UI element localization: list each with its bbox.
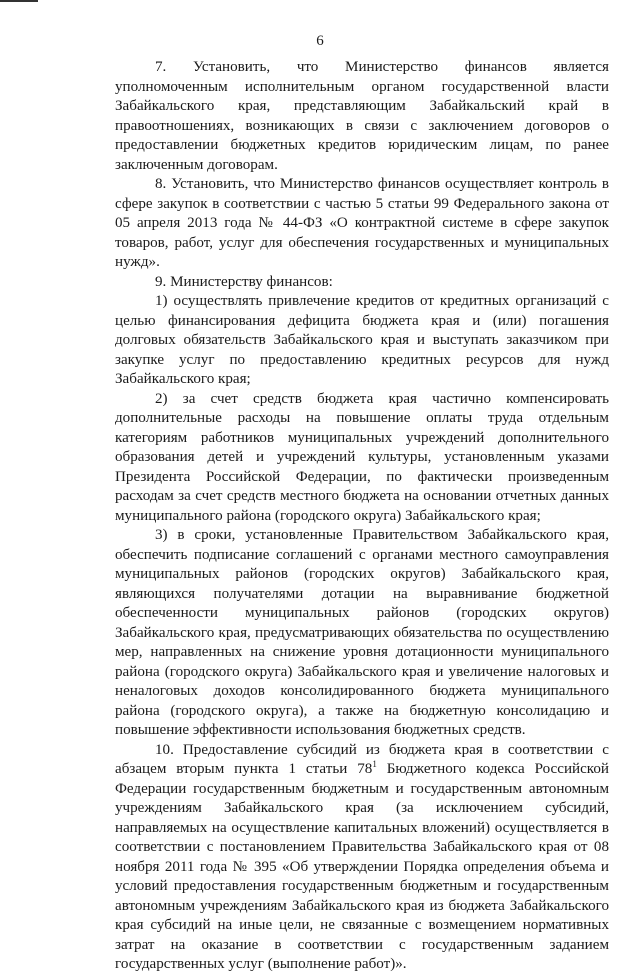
page-number: 6 bbox=[316, 33, 324, 49]
document-body bbox=[115, 58, 609, 975]
paragraph-9-1: 1) осуществлять привлечение кредитов от кредитных организаций с целью финансирования дефицита бюджета края и (или) погашения долговых обязательств Забайкальского края и выступать заказчиком при закупке услуг по предоставлению кредитных ресурсов для нужд Забайкальского края; bbox=[115, 293, 609, 387]
paragraph-9: 9. Министерству финансов: bbox=[155, 273, 333, 290]
paragraph-10-part2: Бюджетного кодекса Российской Федерации государственным бюджетным и государственным автономным учреждениям Забайкальского края (за исключением субсидий, направляемых на осуществление капитальных вложений) осуществляется в соответствии с постановлением Правительства Забайкальского края от 08 ноября 2011 года № 395 «Об утверждении Порядка определения объема и условий предоставления государственным бюджетным и государственным автономным учреждениям Забайкальского края из бюджета Забайкальского края субсидий на иные цели, не связанные с возмещением нормативных затрат на оказание в соответствии с государственным заданием государственных услуг (выполнение работ)». bbox=[115, 761, 609, 972]
paragraph-7: 7. Установить, что Министерство финансов является уполномоченным исполнительным органом государственной власти Забайкальского края, представляющим Забайкальский край в правоотношениях, возникающих в связи с заключением договоров о предоставлении бюджетных кредитов юридическим лицам, по ранее заключенным договорам. bbox=[115, 59, 609, 173]
article-superscript: 1 bbox=[372, 758, 377, 769]
paragraph-9-2: 2) за счет средств бюджета края частично компенсировать дополнительные расходы на повышение оплаты труда отдельным категориям работников муниципальных учреждений дополнительного образования детей и учреждений культуры, установленным указами Президента Российской Федерации, по фактически произведенным расходам за счет средств местного бюджета на основании отчетных данных муниципального района (городского округа) Забайкальского края; bbox=[115, 390, 609, 524]
paragraph-10 bbox=[115, 741, 609, 975]
paragraph-10-part1: 10. Предоставление субсидий из бюджета края в соответствии с абзацем вторым пункта 1 статьи 78 bbox=[115, 741, 609, 777]
paragraph-9-3: 3) в сроки, установленные Правительством Забайкальского края, обеспечить подписание соглашений с органами местного самоуправления муниципальных районов (городских округов) Забайкальского края, являющихся получателями дотации на выравнивание бюджетной обеспеченности муниципальных районов (городских округов) Забайкальского края, предусматривающих обязательства по осуществлению мер, направленных на снижение уровня дотационности муниципального района (городского округа) Забайкальского края и увеличение налоговых и неналоговых доходов консолидированного бюджета муниципального района (городского округа), а также на бюджетную консолидацию и повышение эффективности использования бюджетных средств. bbox=[115, 527, 609, 738]
paragraph-8: 8. Установить, что Министерство финансов осуществляет контроль в сфере закупок в соответствии с частью 5 статьи 99 Федерального закона от 05 апреля 2013 года № 44-ФЗ «О контрактной системе в сфере закупок товаров, работ, услуг для обеспечения государственных и муниципальных нужд». bbox=[115, 176, 609, 270]
top-rule bbox=[0, 0, 38, 2]
